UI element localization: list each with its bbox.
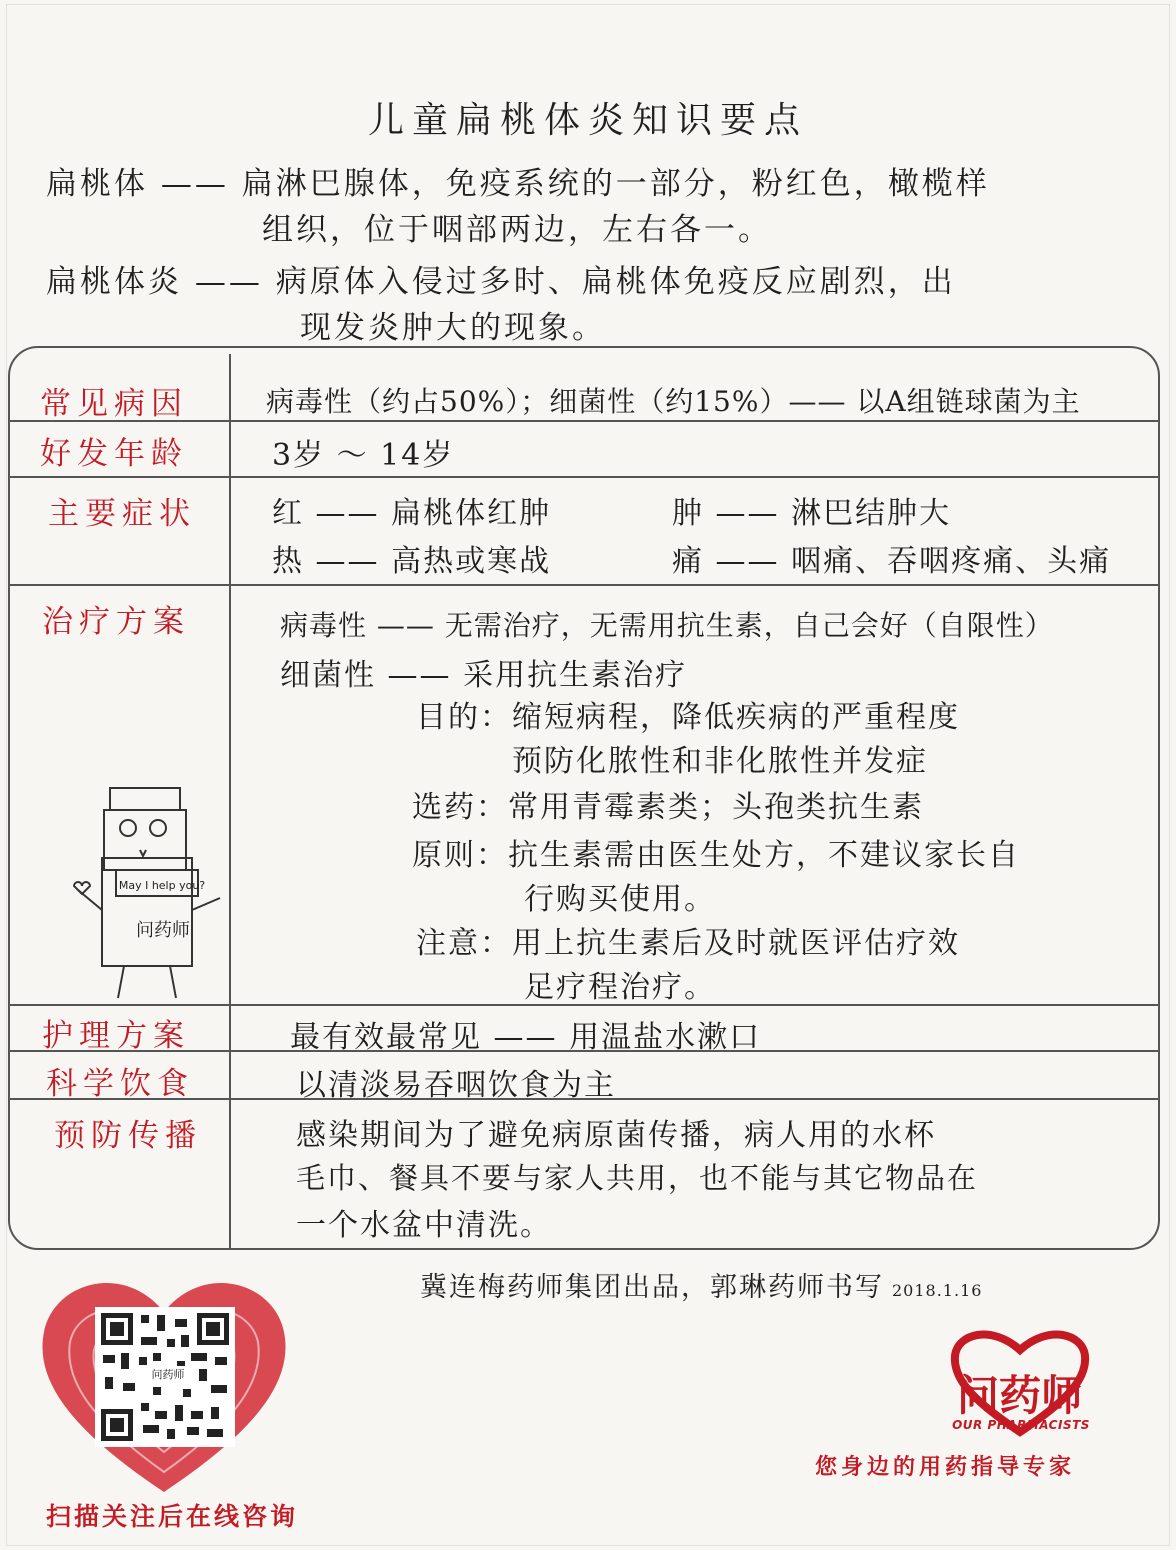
row-label-symptoms: 主要症状 (48, 496, 196, 532)
row-label-care: 护理方案 (42, 1018, 190, 1054)
prevention-text-2: 毛巾、餐具不要与家人共用，也不能与其它物品在 (296, 1161, 979, 1195)
logo-subtitle: OUR PHARMACISTS (952, 1418, 1090, 1432)
definition-tonsil-line2: 组织，位于咽部两边，左右各一。 (262, 212, 772, 248)
row-label-prevention: 预防传播 (54, 1118, 202, 1154)
care-text: 最有效最常见 —— 用温盐水漱口 (290, 1020, 762, 1055)
row-label-treatment: 治疗方案 (42, 604, 190, 640)
symptom-fever: 热 —— 高热或寒战 (272, 544, 552, 579)
definition-tonsillitis-line2: 现发炎肿大的现象。 (300, 310, 606, 346)
table-row-divider (10, 584, 1160, 586)
treatment-bacterial: 细菌性 —— 采用抗生素治疗 (280, 658, 688, 693)
qr-caption: 问药师 (138, 1366, 198, 1382)
row-label-diet: 科学饮食 (46, 1066, 194, 1102)
row-label-causes: 常见病因 (40, 386, 188, 422)
treatment-note-2: 足疗程治疗。 (524, 970, 716, 1005)
symptom-swelling: 肿 —— 淋巴结肿大 (672, 496, 952, 531)
footer-credit-text: 冀连梅药师集团出品，郭琳药师书写 (420, 1272, 884, 1303)
table-row-divider (10, 476, 1160, 478)
scan-instruction: 扫描关注后在线咨询 (46, 1502, 299, 1531)
mascot-name: 问药师 (136, 920, 190, 941)
symptom-pain: 痛 —— 咽痛、吞咽疼痛、头痛 (672, 544, 1112, 579)
prevention-text-1: 感染期间为了避免病原菌传播，病人用的水杯 (296, 1118, 936, 1153)
definition-tonsil-line1: 扁桃体 —— 扁淋巴腺体，免疫系统的一部分，粉红色，橄榄样 (46, 166, 990, 202)
logo-text: 问药师 (956, 1371, 1084, 1420)
treatment-purpose-2: 预防化脓性和非化脓性并发症 (512, 744, 928, 779)
treatment-note: 注意：用上抗生素后及时就医评估疗效 (416, 926, 960, 961)
row-label-age: 好发年龄 (40, 436, 188, 472)
prevention-text-3: 一个水盆中清洗。 (296, 1208, 552, 1243)
treatment-principle: 原则：抗生素需由医生处方，不建议家长自 (412, 838, 1020, 873)
symptom-red: 红 —— 扁桃体红肿 (272, 496, 552, 531)
footer-credit (420, 1265, 982, 1304)
causes-text: 病毒性（约占50%）；细菌性（约15%）—— 以A组链球菌为主 (266, 385, 1081, 418)
mascot-sign-text: May I help you? (118, 879, 206, 892)
page-title: 儿童扁桃体炎知识要点 (367, 100, 808, 141)
treatment-purpose: 目的：缩短病程，降低疾病的严重程度 (416, 700, 960, 735)
footer-date: 2018.1.16 (892, 1281, 983, 1300)
logo-slogan: 您身边的用药指导专家 (815, 1454, 1076, 1480)
treatment-principle-2: 行购买使用。 (524, 882, 716, 917)
diet-text: 以清淡易吞咽饮食为主 (296, 1068, 616, 1103)
treatment-viral: 病毒性 —— 无需治疗，无需用抗生素，自己会好（自限性） (280, 609, 1054, 642)
definition-tonsillitis-line1: 扁桃体炎 —— 病原体入侵过多时、扁桃体免疫反应剧烈，出 (46, 264, 956, 300)
age-text: 3岁 ～ 14岁 (272, 438, 455, 473)
treatment-drug-choice: 选药：常用青霉素类；头孢类抗生素 (412, 790, 924, 825)
